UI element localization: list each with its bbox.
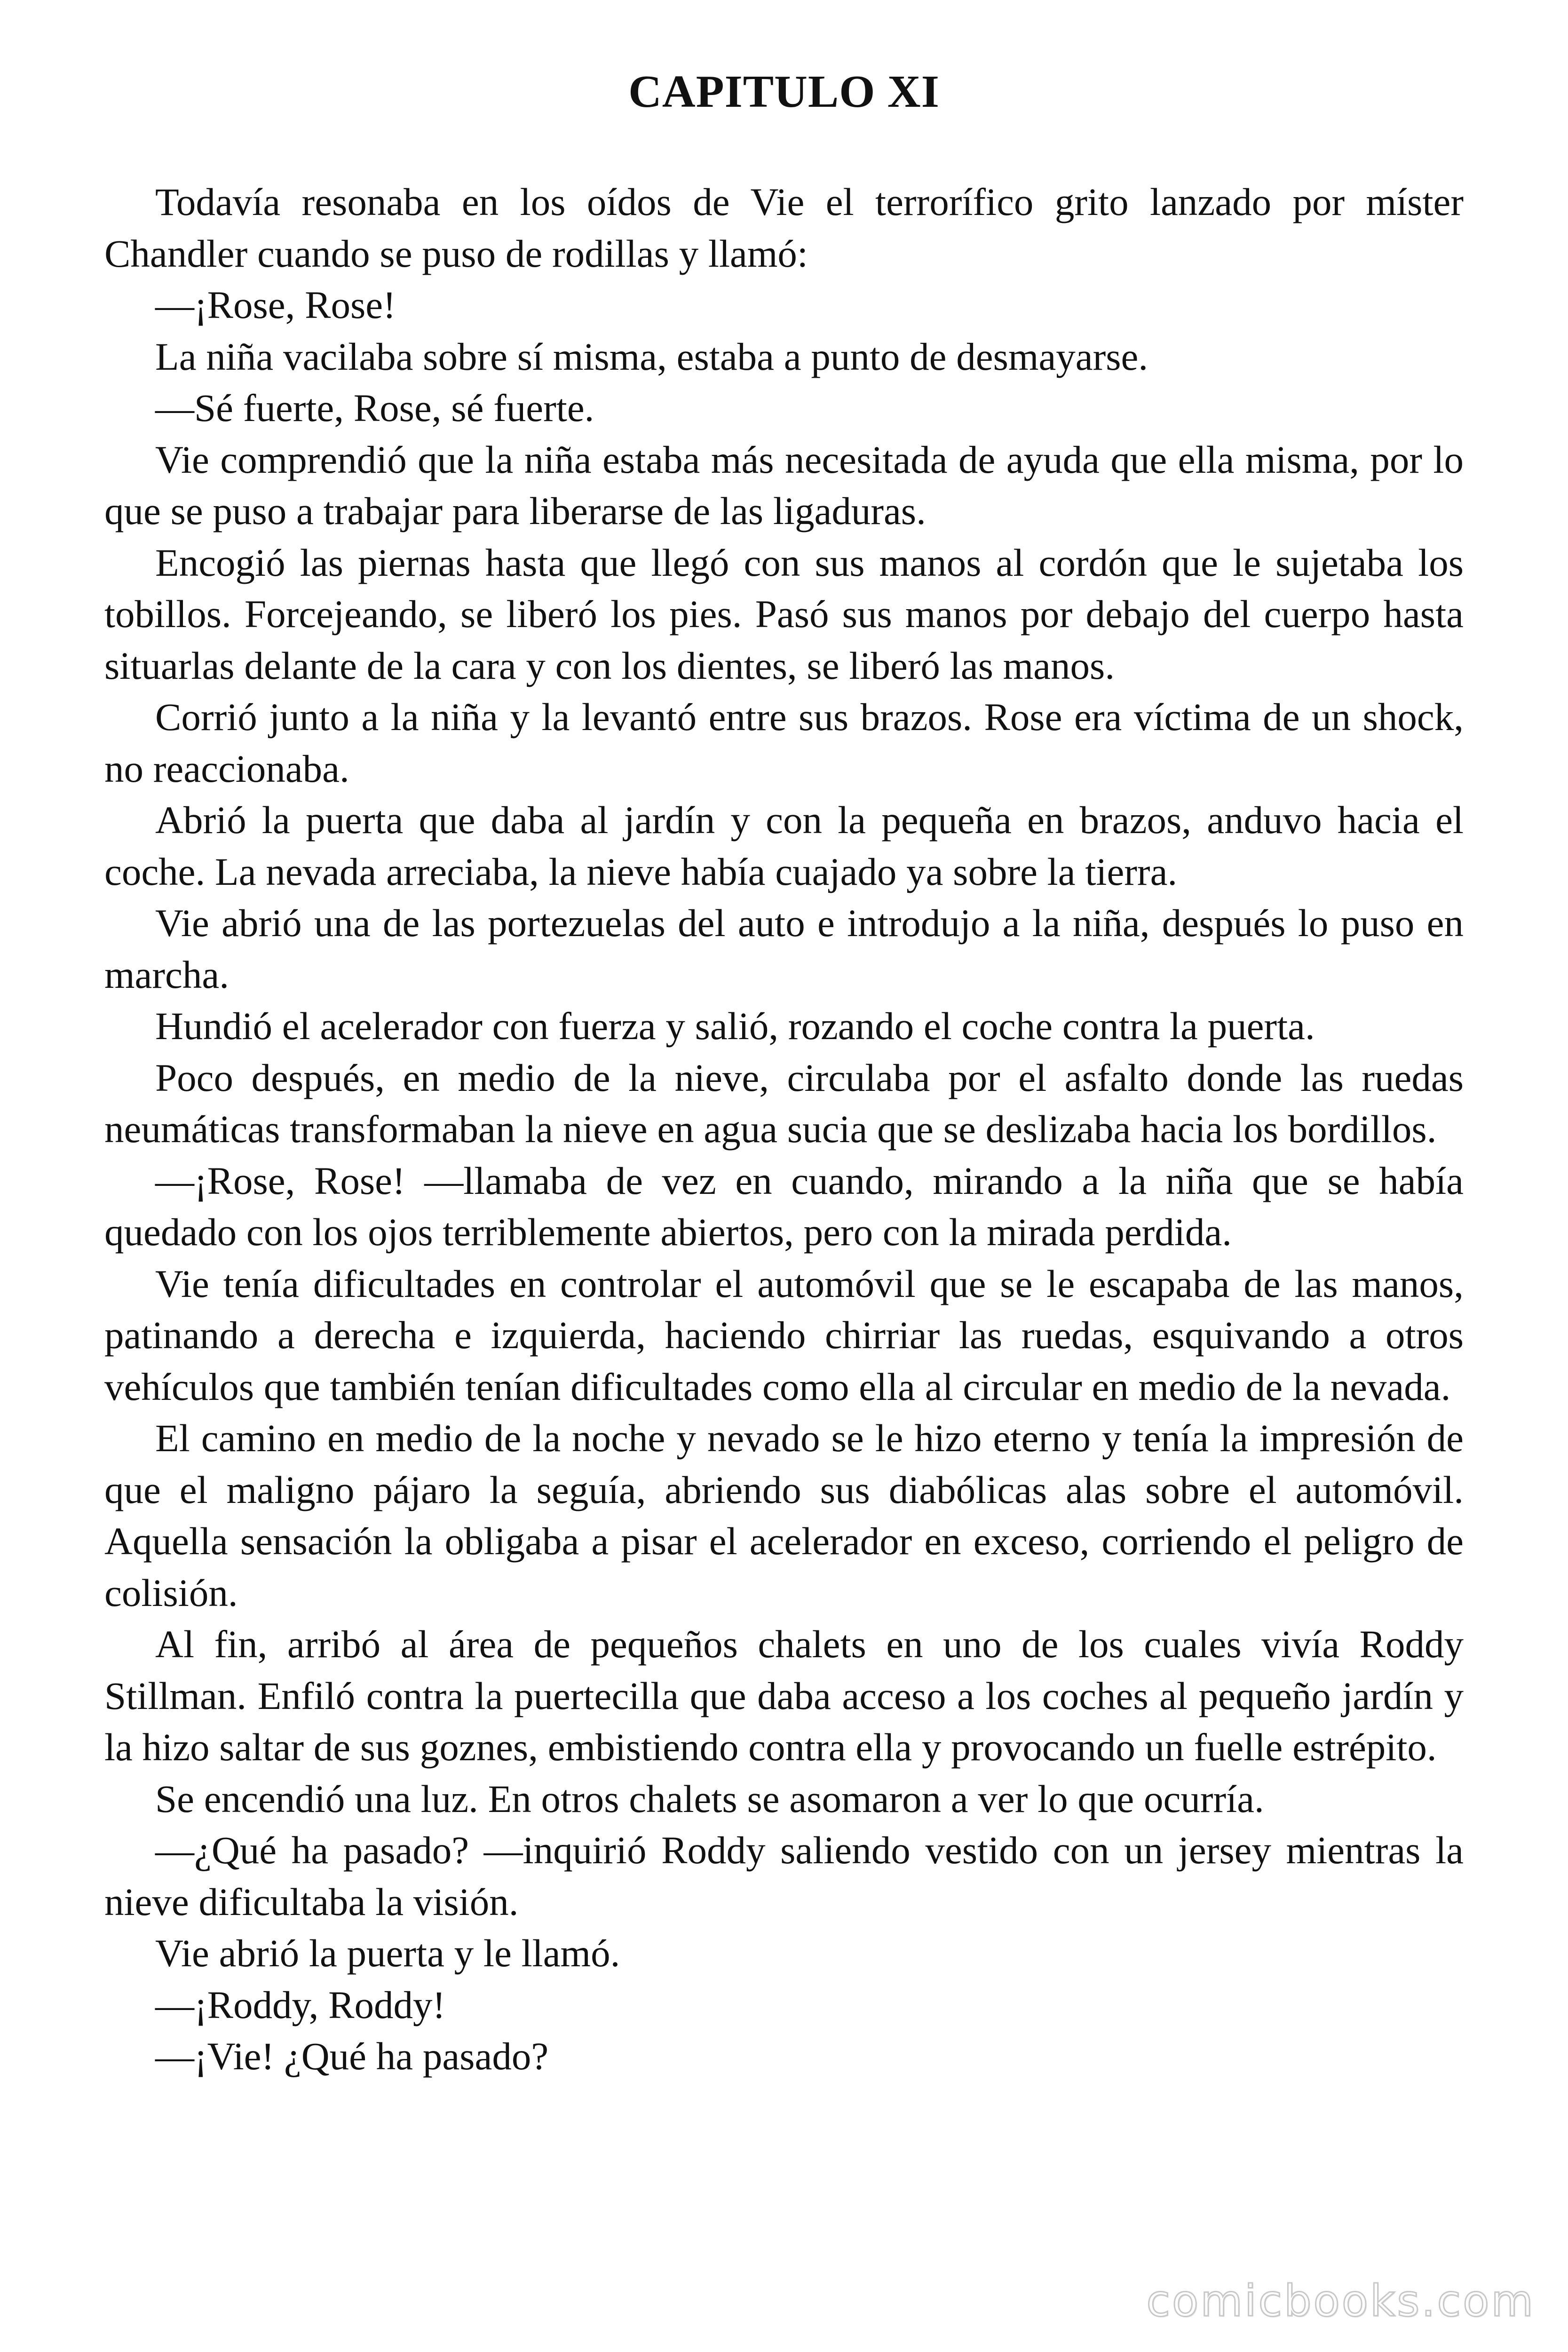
paragraph: Se encendió una luz. En otros chalets se asomaron a ver lo que ocurría. (155, 1777, 1264, 1820)
paragraph: Vie abrió una de las portezuelas del auto e introdujo a la niña, después lo puso en marcha. (104, 901, 1464, 996)
paragraph: Encogió las piernas hasta que llegó con sus manos al cordón que le sujetaba los tobillos. Forcejeando, se liberó los pies. Pasó sus manos por debajo del cuerpo hasta situarlas delante de la cara y con los dientes, se liberó las manos. (104, 540, 1464, 687)
paragraph: Abrió la puerta que daba al jardín y con la pequeña en brazos, anduvo hacia el coche. La nevada arreciaba, la nieve había cuajado ya sobre la tierra. (104, 798, 1464, 893)
paragraph: Todavía resonaba en los oídos de Vie el terrorífico grito lanzado por míster Chandler cuando se puso de rodillas y llamó: (104, 180, 1464, 275)
paragraph: Vie comprendió que la niña estaba más necesitada de ayuda que ella misma, por lo que se puso a trabajar para liberarse de las ligaduras. (104, 437, 1464, 532)
paragraph: —¡Roddy, Roddy! (155, 1983, 446, 2026)
paragraph: Vie tenía dificultades en controlar el automóvil que se le escapaba de las manos, patinando a derecha e izquierda, haciendo chirriar las ruedas, esquivando a otros vehículos que también tenían dificultades como ella al circular en medio de la nevada. (104, 1262, 1464, 1408)
paragraph: —Sé fuerte, Rose, sé fuerte. (155, 386, 594, 429)
paragraph: La niña vacilaba sobre sí misma, estaba a punto de desmayarse. (155, 334, 1148, 378)
paragraph: Hundió el acelerador con fuerza y salió, rozando el coche contra la puerta. (155, 1004, 1315, 1048)
paragraph: Vie abrió la puerta y le llamó. (155, 1931, 620, 1975)
paragraph: Al fin, arribó al área de pequeños chalets en uno de los cuales vivía Roddy Stillman. Enfiló contra la puertecilla que daba acceso a los coches al pequeño jardín y la hizo saltar de sus goznes, embistiendo contra ella y provocando un fuelle estrépito. (104, 1622, 1464, 1769)
paragraph: El camino en medio de la noche y nevado se le hizo eterno y tenía la impresión de que el maligno pájaro la seguía, abriendo sus diabólicas alas sobre el automóvil. Aquella sensación la obligaba a pisar el acelerador en exceso, corriendo el peligro de colisión. (104, 1416, 1464, 1614)
watermark: comicbooks.com (1146, 2276, 1535, 2326)
paragraph: Poco después, en medio de la nieve, circulaba por el asfalto donde las ruedas neumáticas transformaban la nieve en agua sucia que se deslizaba hacia los bordillos. (104, 1056, 1464, 1151)
paragraph: —¿Qué ha pasado? —inquirió Roddy saliendo vestido con un jersey mientras la nieve dificultaba la visión. (104, 1828, 1464, 1923)
paragraph: —¡Vie! ¿Qué ha pasado? (155, 2034, 549, 2078)
paragraph: Corrió junto a la niña y la levantó entre sus brazos. Rose era víctima de un shock, no reaccionaba. (104, 695, 1464, 790)
paragraph: —¡Rose, Rose! (155, 283, 396, 326)
chapter-body (104, 176, 1464, 2082)
chapter-title: CAPITULO XI (628, 66, 940, 117)
paragraph: —¡Rose, Rose! —llamaba de vez en cuando, mirando a la niña que se había quedado con los ojos terriblemente abiertos, pero con la mirada perdida. (104, 1159, 1464, 1254)
